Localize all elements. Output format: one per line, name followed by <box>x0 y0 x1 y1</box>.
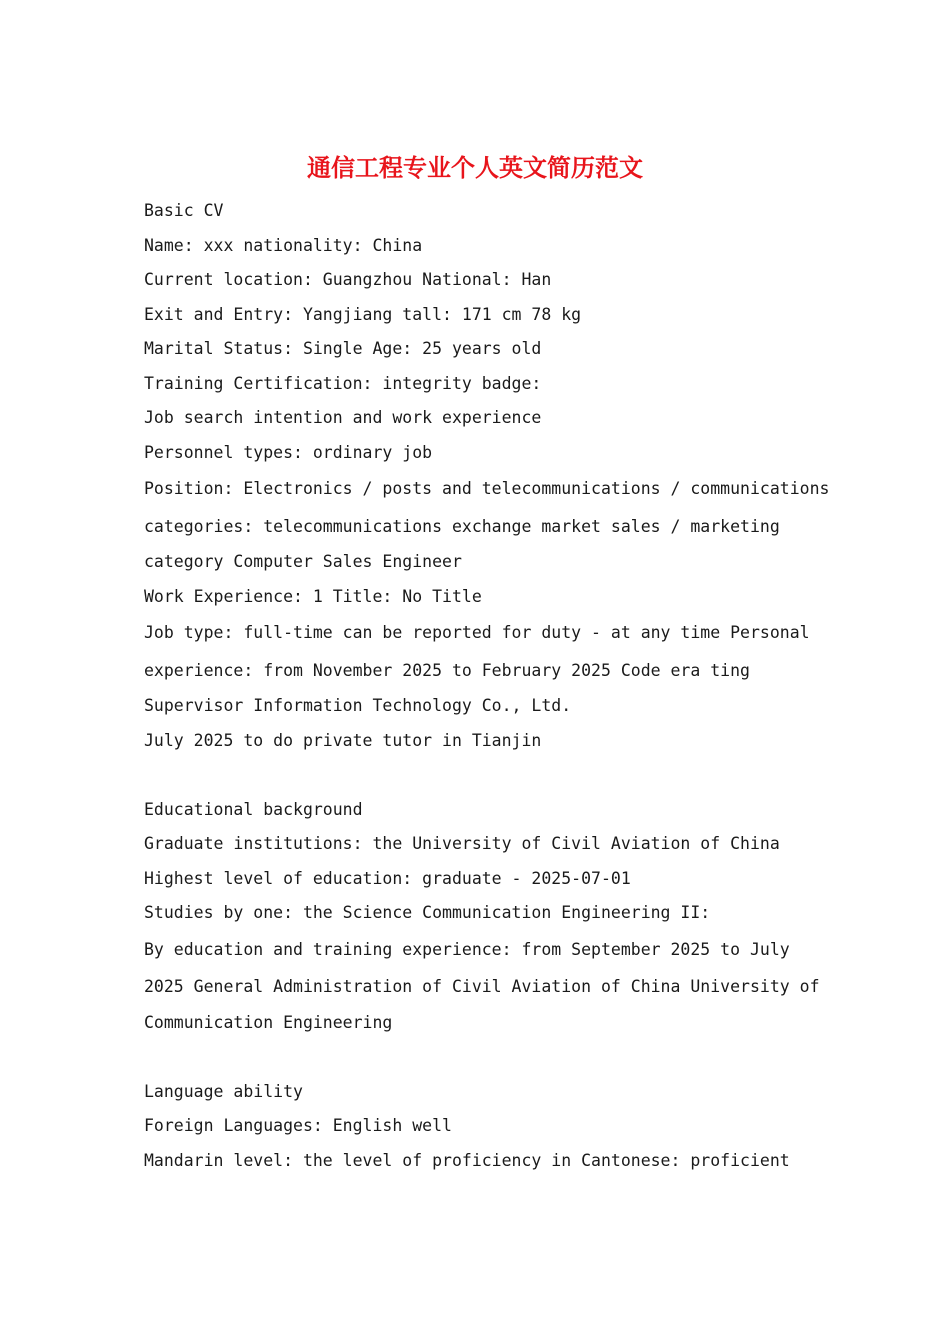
text-line: Mandarin level: the level of proficiency in Cantonese: proficient <box>144 1150 790 1170</box>
text-line: Marital Status: Single Age: 25 years old <box>144 339 542 358</box>
text-line: Job search intention and work experience <box>144 408 542 427</box>
text-line: Exit and Entry: Yangjiang tall: 171 cm 78 kg <box>144 304 582 324</box>
text-line: July 2025 to do private tutor in Tianjin <box>144 730 542 750</box>
text-line: categories: telecommunications exchange market sales / marketing <box>144 516 780 536</box>
text-line: Current location: Guangzhou National: Han <box>144 270 552 289</box>
text-line: By education and training experience: from September 2025 to July <box>144 939 790 959</box>
text-line: Communication Engineering <box>144 1012 393 1032</box>
text-line: Job type: full-time can be reported for duty - at any time Personal <box>144 623 810 642</box>
text-line: Foreign Languages: English well <box>144 1116 452 1135</box>
text-line: Graduate institutions: the University of Civil Aviation of China <box>144 834 780 853</box>
paragraph-gap <box>144 1040 844 1075</box>
text-line: 2025 General Administration of Civil Aviation of China University of <box>144 977 820 996</box>
paragraph-gap <box>144 758 844 793</box>
text-line: Supervisor Information Technology Co., Ltd. <box>144 696 572 715</box>
document-title: 通信工程专业个人英文简历范文 <box>307 153 643 182</box>
document-body <box>144 194 844 1178</box>
text-line: Highest level of education: graduate - 2025-07-01 <box>144 868 631 888</box>
section-basic-cv <box>144 194 844 758</box>
section-heading: Language ability <box>144 1081 303 1101</box>
section-education <box>144 793 844 1041</box>
text-line: experience: from November 2025 to February 2025 Code era ting <box>144 660 750 680</box>
section-language <box>144 1075 844 1179</box>
text-line: Work Experience: 1 Title: No Title <box>144 586 482 606</box>
text-line: Training Certification: integrity badge: <box>144 373 542 393</box>
section-heading: Basic CV <box>144 201 224 220</box>
section-heading: Educational background <box>144 799 363 819</box>
text-line: Name: xxx nationality: China <box>144 235 423 255</box>
text-line: category Computer Sales Engineer <box>144 552 462 571</box>
text-line: Position: Electronics / posts and telecommunications / communications <box>144 479 830 498</box>
text-line: Personnel types: ordinary job <box>144 442 433 462</box>
text-line: Studies by one: the Science Communication Engineering II: <box>144 903 711 922</box>
